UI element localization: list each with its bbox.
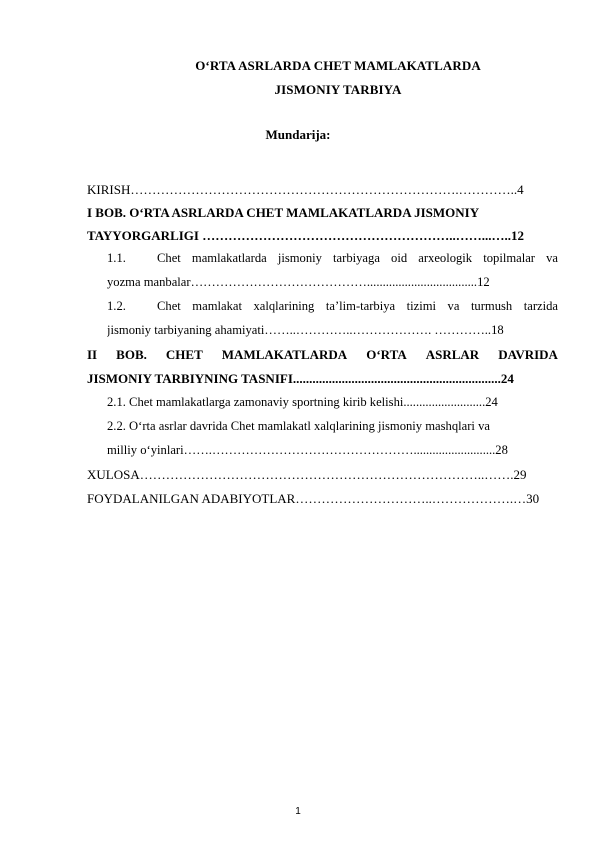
toc-entry-foydalanilgan-adabiyotlar: FOYDALANILGAN ADABIYOTLAR…………………………..……………….…30 [87, 491, 540, 506]
toc-chapter-2-word: ASRLAR [425, 347, 480, 362]
toc-chapter-2-word: MAMLAKATLARDA [221, 347, 348, 362]
document-title-line-2: JISMONIY TARBIYA [274, 82, 402, 97]
toc-section-2-2-line-1: 2.2. O‘rta asrlar davrida Chet mamlakatl xalqlarining jismoniy mashqlari va [107, 419, 490, 433]
toc-section-1-2-line-1 [107, 299, 558, 314]
toc-section-2-2-line-2: milliy o‘yinlari…….…………………………………………..........................28 [107, 443, 508, 457]
document-title-line-1: O‘RTA ASRLARDA CHET MAMLAKATLARDA [195, 58, 481, 73]
toc-chapter-1-line-2: TAYYORGARLIGI …………………………………………………..……...…..12 [87, 228, 524, 243]
toc-entry-xulosa: XULOSA……………………………………………………………………..…….29 [87, 467, 527, 482]
toc-chapter-2-word: O‘RTA [366, 347, 407, 362]
toc-section-1-1-line-2: yozma manbalar……………………………………...................................12 [107, 275, 490, 289]
toc-section-1-2-line-2: jismoniy tarbiyaning ahamiyati……..…………..………………. …………..18 [107, 323, 504, 337]
toc-chapter-2-line-1 [87, 347, 558, 363]
contents-heading: Mundarija: [265, 127, 331, 142]
toc-chapter-2-word: BOB. [116, 347, 147, 362]
toc-section-1-1-line-1 [107, 251, 558, 266]
toc-section-number: 1.2. [107, 299, 126, 313]
toc-section-title: Chet mamlakat xalqlarining ta’lim-tarbiya tizimi va turmush tarzida [157, 299, 558, 313]
toc-chapter-1-line-1: I BOB. O‘RTA ASRLARDA CHET MAMLAKATLARDA JISMONIY [87, 205, 480, 220]
toc-chapter-2-word: CHET [165, 347, 203, 362]
toc-chapter-2-word: DAVRIDA [498, 347, 558, 362]
toc-section-number: 1.1. [107, 251, 126, 265]
toc-chapter-2-line-2: JISMONIY TARBIYNING TASNIFI................................................................24 [87, 371, 514, 386]
toc-entry-kirish: KIRISH………………………………………………………………….…………..4 [87, 182, 524, 197]
toc-chapter-2-word: II [87, 347, 98, 362]
toc-section-title: Chet mamlakatlarda jismoniy tarbiyaga oid arxeologik topilmalar va [157, 251, 558, 265]
page-number: 1 [295, 806, 301, 817]
toc-section-2-1: 2.1. Chet mamlakatlarga zamonaviy sportning kirib kelishi..........................24 [107, 395, 498, 409]
